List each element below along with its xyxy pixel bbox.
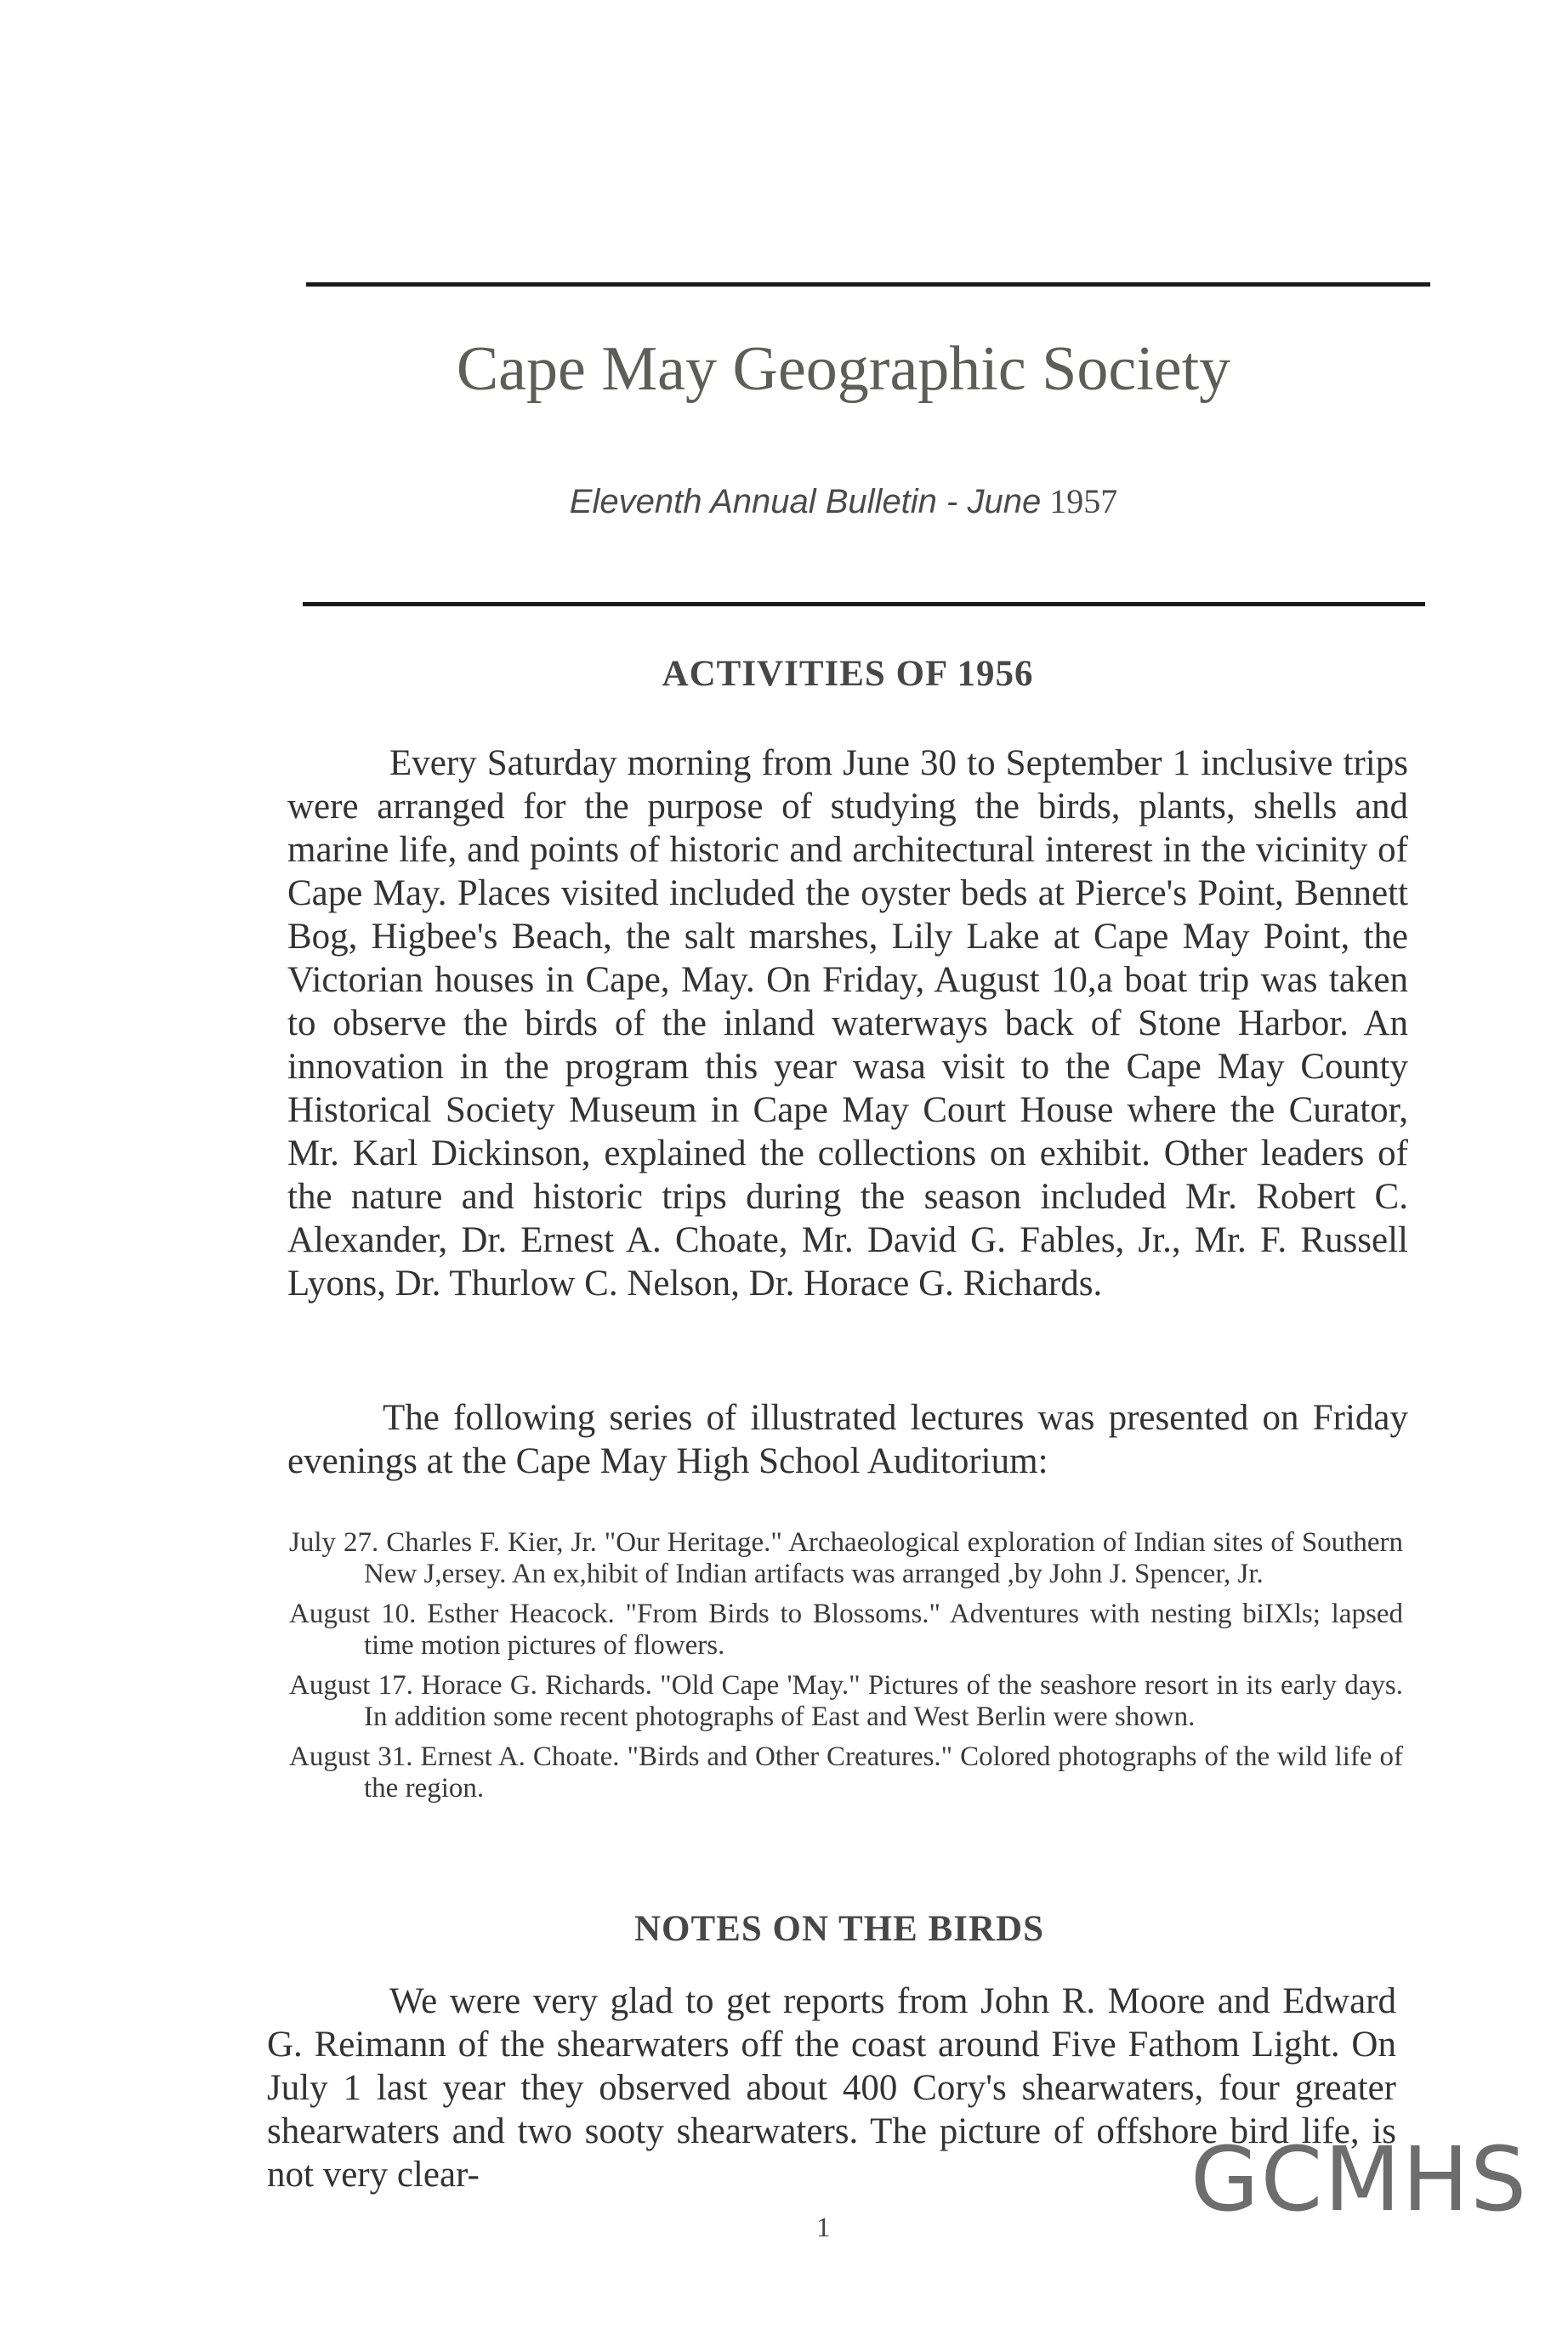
activities-heading: ACTIVITIES OF 1956 [662, 654, 1034, 694]
page-title: Cape May Geographic Society [456, 334, 1231, 404]
bottom-rule [303, 602, 1425, 606]
lecture-item: August 17. Horace G. Richards. "Old Cape 'May." Pictures of the seashore resort in its early days. In addition some recent photographs of East and West Berlin were shown. [289, 1670, 1403, 1732]
activities-text: Every Saturday morning from June 30 to September 1 inclusive trips were arranged for the purpose of studying the birds, plants, shells and marine life, and points of historic and architectural interest in the vicinity of Cape May. Places visited included the oyster beds at Pierce's Point, Bennett Bog, Higbee's Beach, the salt marshes, Lily Lake at Cape May Point, the Victorian houses in Cape, May. On Friday, August 10,a boat trip was taken to observe the birds of the inland waterways back of Stone Harbor. An innovation in the program this year wasa visit to the Cape May County Historical Society Museum in Cape May Court House where the Curator, Mr. Karl Dickinson, explained the collections on exhibit. Other leaders of the nature and historic trips during the season included Mr. Robert C. Alexander, Dr. Ernest A. Choate, Mr. David G. Fables, Jr., Mr. F. Russell Lyons, Dr. Thurlow C. Nelson, Dr. Horace G. Richards. [287, 743, 1408, 1304]
bulletin-edition: Eleventh Annual Bulletin - June [569, 483, 1042, 520]
activities-paragraph [287, 741, 1408, 1305]
lecture-item: August 10. Esther Heacock. "From Birds to Blossoms." Adventures with nesting biIXls; lapsed time motion pictures of flowers. [289, 1599, 1403, 1661]
top-rule [306, 282, 1430, 287]
lecture-list [289, 1527, 1403, 1813]
bulletin-year: 1957 [1049, 482, 1118, 520]
lecture-item: August 31. Ernest A. Choate. "Birds and Other Creatures." Colored photographs of the wild life of the region. [289, 1741, 1403, 1804]
lecture-item: July 27. Charles F. Kier, Jr. "Our Heritage." Archaeological exploration of Indian sites of Southern New J,ersey. An ex,hibit of Indian artifacts was arranged ,by John J. Spencer, Jr. [289, 1527, 1403, 1589]
watermark-logo: GCMHS [1190, 2128, 1529, 2231]
lectures-intro [287, 1396, 1408, 1483]
bulletin-subtitle [0, 481, 1568, 521]
lectures-intro-text: The following series of illustrated lectures was presented on Friday evenings at the Cape May High School Auditorium: [287, 1398, 1408, 1481]
birds-heading: NOTES ON THE BIRDS [634, 1909, 1044, 1949]
page-number: 1 [816, 2213, 831, 2243]
birds-text: We were very glad to get reports from John R. Moore and Edward G. Reimann of the shearwaters off the coast around Five Fathom Light. On July 1 last year they observed about 400 Cory's shearwaters, four greater shearwaters and two sooty shearwaters. The picture of offshore bird life, is not very clear- [267, 1981, 1396, 2195]
